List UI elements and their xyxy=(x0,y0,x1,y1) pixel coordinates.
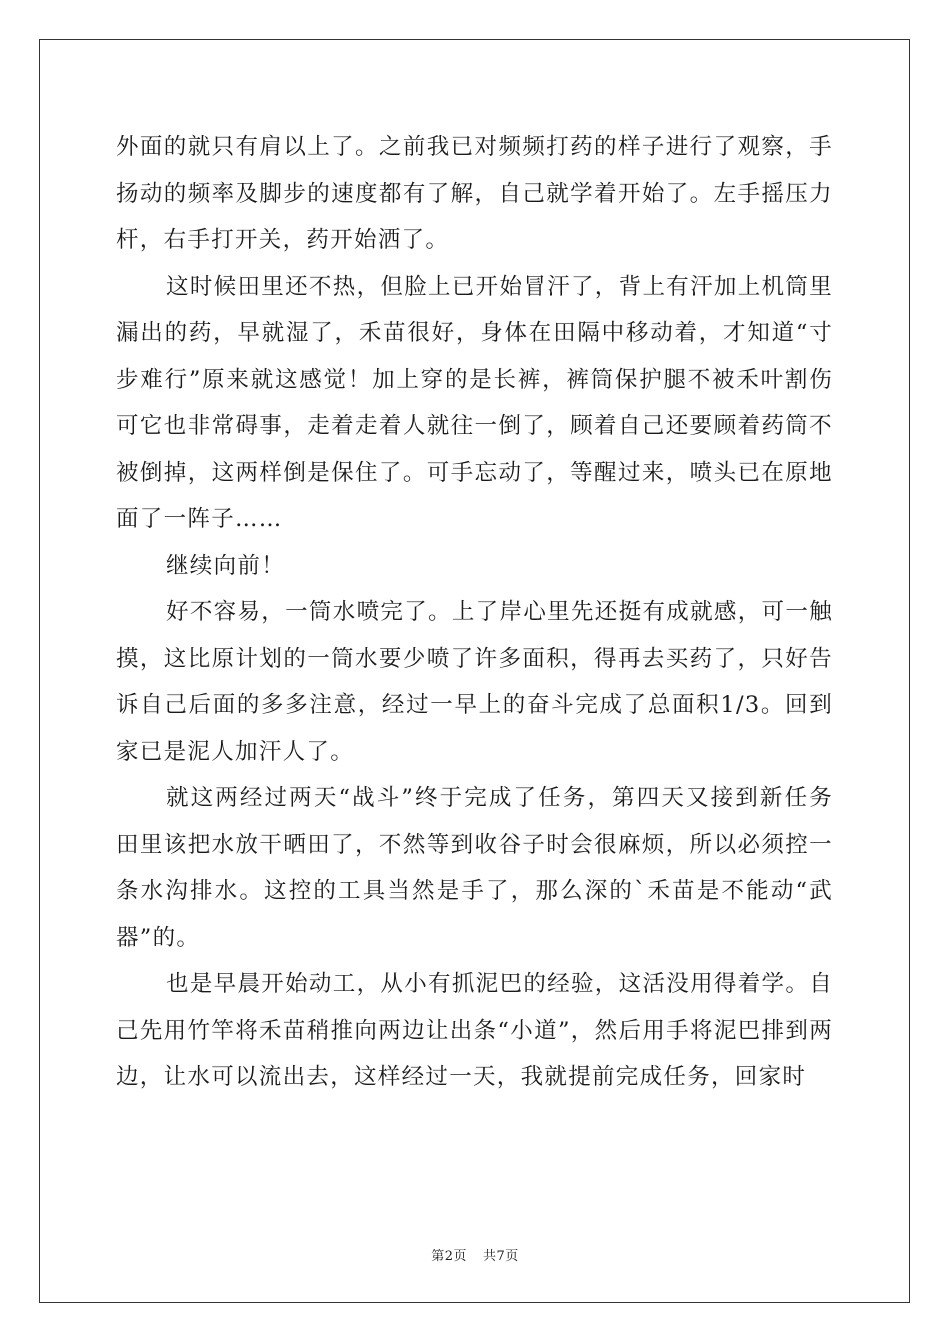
page-total: 共7页 xyxy=(483,1249,519,1264)
page-number: 第2页 xyxy=(431,1249,467,1264)
paragraph-3: 继续向前！ xyxy=(166,552,286,579)
paragraph-4: 好不容易，一筒水喷完了。上了岸心里先还挺有成就感，可一触摸，这比原计划的一筒水要少喷了许多面积，得再去买药了，只好告诉自己后面的多多注意，经过一早上的奋斗完成了总面积1/3。回到家已是泥人加汗人了。 xyxy=(116,599,833,765)
document-body xyxy=(116,124,833,1101)
paragraph-5: 就这两经过两天“战斗”终于完成了任务，第四天又接到新任务田里该把水放干晒田了，不然等到收谷子时会很麻烦，所以必须控一条水沟排水。这控的工具当然是手了，那么深的`禾苗是不能动“武器”的。 xyxy=(116,785,833,951)
paragraph-1: 外面的就只有肩以上了。之前我已对频频打药的样子进行了观察，手扬动的频率及脚步的速度都有了解，自己就学着开始了。左手摇压力杆，右手打开关，药开始洒了。 xyxy=(116,134,833,253)
page-footer xyxy=(0,1248,950,1266)
paragraph-2: 这时候田里还不热，但脸上已开始冒汗了，背上有汗加上机筒里漏出的药，早就湿了，禾苗很好，身体在田隔中移动着，才知道“寸步难行”原来就这感觉！加上穿的是长裤，裤筒保护腿不被禾叶割伤可它也非常碍事，走着走着人就往一倒了，顾着自己还要顾着药筒不被倒掉，这两样倒是保住了。可手忘动了，等醒过来，喷头已在原地面了一阵子…… xyxy=(116,273,833,532)
paragraph-6: 也是早晨开始动工，从小有抓泥巴的经验，这活没用得着学。自己先用竹竿将禾苗稍推向两边让出条“小道”，然后用手将泥巴排到两边，让水可以流出去，这样经过一天，我就提前完成任务，回家时 xyxy=(116,971,833,1090)
